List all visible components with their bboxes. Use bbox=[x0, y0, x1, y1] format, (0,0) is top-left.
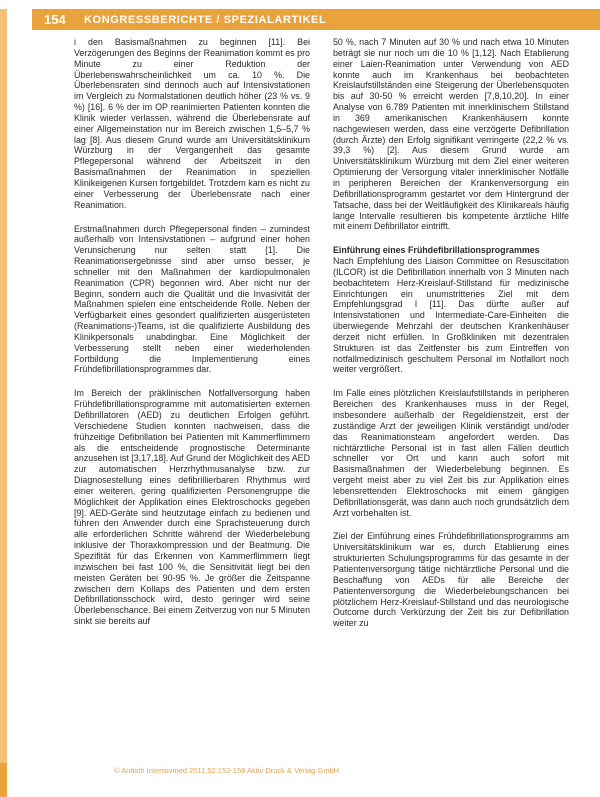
paragraph: i den Basismaßnahmen zu beginnen [11]. Bei Verzögerungen des Beginns der Reanimation kommt es pro Minute zu einer Reduktion der Überlebenswahrscheinlichkeit um ca. 10 %. Die Überlebensraten sind dennoch auch auf Intensivstationen im Vergleich zu Normalstationen deutlich höher (23 % vs. 9 %) [16]. 6 % der im OP reanimierten Patienten konnten die Klinik wieder verlassen, während die Überlebensrate auf einer Allgemeinstation nur im Bereich zwischen 1,5–5,7 % lag [8]. Aus diesem Grund wurde am Universitätsklinikum Würzburg in der Vergangenheit das gesamte Pflegepersonal während der Arbeitszeit in den Basismaßnahmen der Reanimation in speziellen Klinikeigenen Kursen fortgebildet. Trotzdem kam es nicht zu einer Verbesserung der Überlebensrate nach einer Reanimation. bbox=[74, 37, 310, 210]
page-header bbox=[32, 9, 600, 30]
article-body bbox=[74, 37, 569, 642]
right-column bbox=[333, 37, 569, 642]
left-margin-strip bbox=[0, 9, 7, 797]
left-column bbox=[74, 37, 310, 642]
section-title: KONGRESSBERICHTE / SPEZIALARTIKEL bbox=[84, 13, 327, 26]
page-number: 154 bbox=[44, 12, 66, 27]
left-margin-strip-bottom bbox=[0, 763, 7, 797]
paragraph: Erstmaßnahmen durch Pflegepersonal finden – zumindest außerhalb von Intensivstationen – aufgrund einer hohen Verunsicherung nur selten statt [1]. Die Reanimationsergebnisse sind aber umso besser, je schneller mit den Maßnahmen der kardiopulmonalen Reanimation (CPR) begonnen wird. Aber nicht nur der Beginn, sondern auch die Qualität und die Invasivität der Maßnahmen spielen eine entscheidende Rolle. Neben der Verfügbarkeit eines gesondert qualifizierten ausgerüsteten (Reanimations-)Teams, ist die qualifizierte Ausbildung des Klinikpersonals unabdingbar. Eine Möglichkeit der Verbesserung stellt neben einer wiederholenden Fortbildung die Implementierung eines Frühdefibrillationsprogrammes dar. bbox=[74, 223, 310, 375]
paragraph: 50 %, nach 7 Minuten auf 30 % und nach etwa 10 Minuten beträgt sie nur noch um die 10 % [1,12]. Nach Etablierung einer Laien-Reanimation unter Verwendung von AED konnte auch im Krankenhaus bei beobachteten Kreislaufstillständen eine Steigerung der Überlebensquoten bis auf 30-50 % erreicht werden [7,8,10,20]. In einer Analyse von 6.789 Patienten mit innerklinischem Stillstand in 369 amerikanischen Krankenhäusern konnte nachgewiesen werden, dass eine verzögerte Defibrillation (durch Ärzte) den Erfolg signifikant verringerte (22,2 % vs. 39,3 %) [2]. Aus diesem Grund wurde am Universitätsklinikum Würzburg mit dem Ziel einer weiteren Optimierung der Versorgung vitaler innerklinischer Notfälle in peripheren Bereichen der Krankenversorgung ein Defibrillationsprogramm gestartet vor dem Hintergrund der Tatsache, dass bei der Weitläufigkeit des Klinikareals häufig lange Intervalle resultieren bis kompetente ärztliche Hilfe mit einem Defibrillator eintrifft. bbox=[333, 37, 569, 232]
paragraph: Nach Empfehlung des Liaison Committee on Resuscitation (ILCOR) ist die Defibrillation innerhalb von 3 Minuten nach beobachtetem Herz-Kreislauf-Stillstand für medizinische Einrichtungen ein unumstrittenes Ziel mit dem Empfehlungsgrad I [11]. Das dürfte außer auf Intensivstationen und Intermediate-Care-Einheiten die überwiegende Mehrzahl der deutschen Krankenhäuser derzeit nicht erfüllen. In Großkliniken mit dezentralen Strukturen ist das Zeitfenster bis zum Eintreffen von notfallmedizinisch geschultem Personal im Notfallort noch weiter vergrößert. bbox=[333, 256, 569, 375]
section-heading: Einführung eines Frühdefibrillationsprogrammes bbox=[333, 245, 540, 256]
paragraph: Ziel der Einführung eines Frühdefibrillationsprogramms am Universitätsklinikum war es, durch Etablierung eines strukturierten Schulungsprogramms für das gesamte in der Patientenversorgung tätige nichtärztliche Personal und die Beschaffung von AEDs für alle Bereiche der Patientenversorgung die Wiederbelebungschancen bei plötzlichem Herz-Kreislauf-Stillstand und das neurologische Outcome durch Verkürzung der Zeit bis zur Defibrillation weiter zu bbox=[333, 531, 569, 629]
paragraph: Im Falle eines plötzlichen Kreislaufstillstands in peripheren Bereichen des Krankenhauses muss in der Regel, insbesondere außerhalb der Regeldienstzeit, erst der zuständige Arzt der jeweiligen Klinik verständigt und/oder das Reanimationsteam angefordert werden. Das nichtärztliche Personal ist in fast allen Fällen deutlich schneller vor Ort und kann auch sofort mit Basismaßnahmen der Wiederbelebung beginnen. Es vergeht meist aber zu viel Zeit bis zur Applikation eines lebensrettenden Elektroschocks mit einem gängigen Defibrillationsgerät, was dann auch noch grundsätzlich dem Arzt vorbehalten ist. bbox=[333, 388, 569, 518]
page-footer: © Anästh Intensivmed 2011;52:152-158 Aktiv Druck & Verlag GmbH bbox=[114, 766, 340, 775]
paragraph: Im Bereich der präklinischen Notfallversorgung haben Frühdefibrillationsprogramme mit automatisierten externen Defibrillatoren (AED) zu deutlichen Erfolgen geführt. Verschiedene Studien konnten nachweisen, dass die frühzeitige Defibrillation bei Patienten mit Kammerflimmern als die entscheidende prognostische Determinante anzusehen ist [3,17,18]. Auf Grund der Möglichkeit des AED zur automatischen Herzrhythmusanalyse bzw. zur Diagnosestellung eines defibrillierbaren Rhythmus wird einer weiteren, gering qualifizierten Personengruppe die Möglichkeit der Applikation eines Elektroschocks gegeben [9]. AED-Geräte sind heutzutage einfach zu bedienen und führen den Anwender durch eine Sprachsteuerung durch alle erforderlichen Schritte während der Wiederbelebung inklusive der Thoraxkompression und der Beatmung. Die Spezifität für das Erkennen von Kammerflimmern liegt inzwischen bei fast 100 %, die Sensitivität liegt bei den meisten Geräten bei 90-95 %. Je größer die Zeitspanne zwischen dem Kollaps des Patienten und dem ersten Defibrillationsschock wird, desto geringer wird seine Überlebenschance. Bei einem Zeitverzug von nur 5 Minuten sinkt sie bereits auf bbox=[74, 388, 310, 627]
